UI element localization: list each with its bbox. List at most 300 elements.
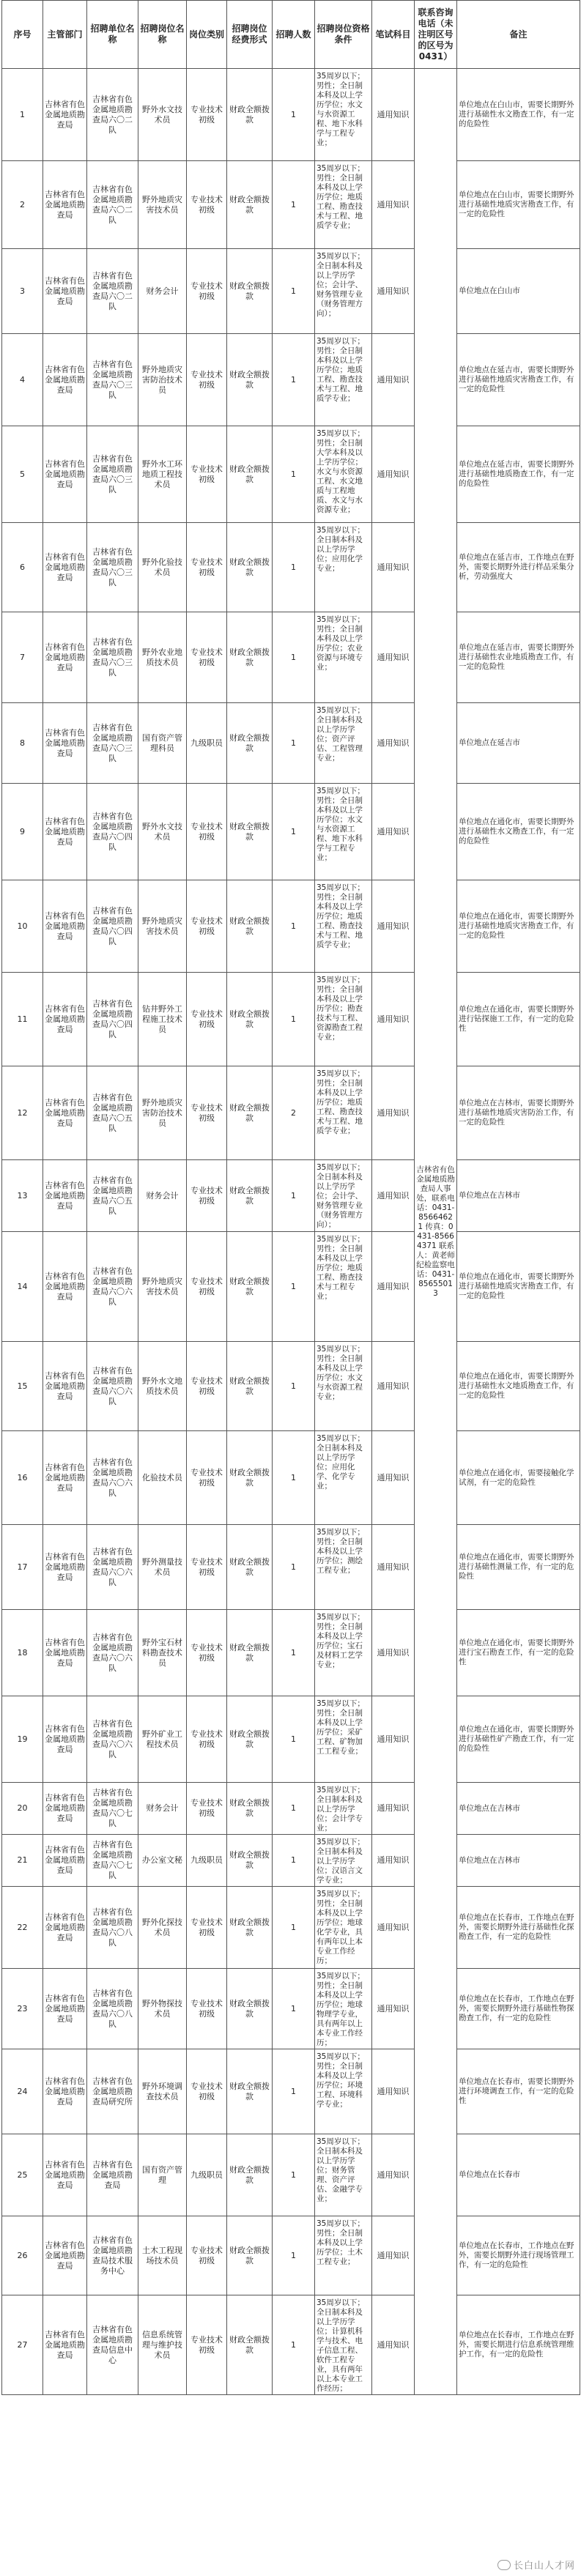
table-row: [2, 2049, 580, 2134]
cell-num: 1: [273, 1783, 315, 1835]
cell-fund: 财政全额拨款: [227, 1232, 273, 1342]
cell-dept: 吉林省有色金属地质勘查局: [43, 2216, 87, 2295]
cell-req: 35周岁以下；全日制本科及以上学历学位；应用化学、化学专业；: [315, 1431, 372, 1525]
cell-unit: 吉林省有色金属地质勘查局六〇八队: [87, 1887, 138, 1969]
cell-no: 2: [2, 161, 43, 249]
cell-dept: 吉林省有色金属地质勘查局: [43, 2049, 87, 2134]
cell-req: 35周岁以下；男性；全日制本科及以上学历学位；宝石及材料工艺学专业；: [315, 1610, 372, 1696]
cell-dept: 吉林省有色金属地质勘查局: [43, 612, 87, 703]
table-row: [2, 1160, 580, 1232]
cell-note: 单位地点在延吉市，需要长期野外进行基础性地质勘查工作，有一定的危险性: [457, 426, 580, 523]
cell-cat: 专业技术初级: [187, 880, 227, 973]
cell-unit: 吉林省有色金属地质勘查局六〇三队: [87, 612, 138, 703]
cell-no: 27: [2, 2295, 43, 2395]
cell-no: 12: [2, 1066, 43, 1160]
table-row: [2, 1232, 580, 1342]
cell-cat: 专业技术初级: [187, 69, 227, 161]
table-row: [2, 973, 580, 1066]
cell-cat: 专业技术初级: [187, 784, 227, 880]
cell-post: 野外水工环地质工程技术员: [138, 426, 187, 523]
cell-exam: 通用知识: [372, 703, 415, 784]
table-row: [2, 161, 580, 249]
cell-num: 1: [273, 2295, 315, 2395]
table-row: [2, 334, 580, 426]
table-row: [2, 1696, 580, 1783]
cell-no: 17: [2, 1525, 43, 1610]
cell-dept: 吉林省有色金属地质勘查局: [43, 1342, 87, 1431]
cell-fund: 财政全额拨款: [227, 69, 273, 161]
table-row: [2, 2134, 580, 2216]
table-row: [2, 1783, 580, 1835]
cell-num: 1: [273, 1525, 315, 1610]
cell-num: 1: [273, 1835, 315, 1887]
cell-post: 野外农业地质技术员: [138, 612, 187, 703]
cell-note: 单位地点在长春市，工作地点在野外，需要长期进行信息系统管理维护工作，有一定的危险性: [457, 2295, 580, 2395]
cell-post: 财务会计: [138, 249, 187, 334]
cell-post: 野外水文技术员: [138, 784, 187, 880]
cell-no: 9: [2, 784, 43, 880]
cell-dept: 吉林省有色金属地质勘查局: [43, 2295, 87, 2395]
cell-req: 35周岁以下；男性；全日制本科及以上学历学位；地球化学专业，具有两年以上本专业工作经历；: [315, 1887, 372, 1969]
cell-fund: 财政全额拨款: [227, 1969, 273, 2049]
cell-unit: 吉林省有色金属地质勘查局六〇五队: [87, 1160, 138, 1232]
cell-unit: 吉林省有色金属地质勘查局技术服务中心: [87, 2216, 138, 2295]
cell-fund: 财政全额拨款: [227, 784, 273, 880]
cell-cat: 专业技术初级: [187, 1232, 227, 1342]
cell-unit: 吉林省有色金属地质勘查局六〇三队: [87, 523, 138, 612]
cell-post: 野外地质灾害防治技术员: [138, 334, 187, 426]
cell-unit: 吉林省有色金属地质勘查局六〇三队: [87, 334, 138, 426]
cell-req: 35周岁以下；全日制本科及以上学历学位；财务管理、资产评估、金融学专业；: [315, 2134, 372, 2216]
cell-no: 21: [2, 1835, 43, 1887]
cell-cat: 专业技术初级: [187, 2049, 227, 2134]
table-row: [2, 784, 580, 880]
cell-req: 35周岁以下；男性；全日制本科及以上学历学位；土木工程专业；: [315, 2216, 372, 2295]
cell-num: 1: [273, 249, 315, 334]
cell-note: 单位地点在白山市，需要长期野外进行基础性水文勘查工作，有一定的危险性: [457, 69, 580, 161]
cell-fund: 财政全额拨款: [227, 1610, 273, 1696]
cell-req: 35周岁以下；男性；全日制本科及以上学历学位；水文与水资源工程、地下水科学与工程专业；: [315, 784, 372, 880]
cell-note: 单位地点在通化市，需要长期野外进行基础性地质灾害勘查工作，有一定的危险性: [457, 1232, 580, 1342]
cell-note: 单位地点在长春市: [457, 2134, 580, 2216]
cell-fund: 财政全额拨款: [227, 334, 273, 426]
cell-num: 1: [273, 1160, 315, 1232]
cell-note: 单位地点在通化市，需要长期野外进行基础性水文勘查工作，有一定的危险性: [457, 784, 580, 880]
cell-note: 单位地点在长春市，需要长期野外进行环境调查工作，有一定的危险性: [457, 2049, 580, 2134]
cell-note: 单位地点在延吉市: [457, 703, 580, 784]
cell-post: 野外化探技术员: [138, 1887, 187, 1969]
cell-req: 35周岁以下；全日制本科及以上学历学位；汉语言文学专业；: [315, 1835, 372, 1887]
table-row: [2, 1525, 580, 1610]
cell-no: 11: [2, 973, 43, 1066]
cell-req: 35周岁以下；全日制本科及以上学历学位；资产评估、工程管理专业；: [315, 703, 372, 784]
cell-post: 野外测量技术员: [138, 1525, 187, 1610]
cell-note: 单位地点在吉林市: [457, 1783, 580, 1835]
cell-unit: 吉林省有色金属地质勘查局六〇八队: [87, 1969, 138, 2049]
cell-post: 办公室文秘: [138, 1835, 187, 1887]
cell-req: 35周岁以下；男性；全日制本科及以上学历学位；水文与水资源工程专业；: [315, 1342, 372, 1431]
cell-req: 35周岁以下；男性；全日制本科及以上学历学位；地质工程、勘查技术与工程专业；: [315, 1232, 372, 1342]
cell-no: 7: [2, 612, 43, 703]
cell-fund: 财政全额拨款: [227, 1783, 273, 1835]
cell-num: 1: [273, 161, 315, 249]
cell-dept: 吉林省有色金属地质勘查局: [43, 1887, 87, 1969]
cell-cat: 专业技术初级: [187, 249, 227, 334]
cell-exam: 通用知识: [372, 2049, 415, 2134]
cell-post: 野外化验技术员: [138, 523, 187, 612]
cell-unit: 吉林省有色金属地质勘查局六〇六队: [87, 1232, 138, 1342]
cell-cat: 专业技术初级: [187, 1342, 227, 1431]
cell-req: 35周岁以下；全日制本科及以上学历学位；应用化学专业；: [315, 523, 372, 612]
cell-dept: 吉林省有色金属地质勘查局: [43, 880, 87, 973]
cell-note: 单位地点在长春市，工作地点在野外，需要长期野外进行基础性化探勘查工作，有一定的危险性: [457, 1887, 580, 1969]
cell-exam: 通用知识: [372, 161, 415, 249]
cell-req: 35周岁以下；男性；全日制本科及以上学历学位；地质工程、勘查技术与工程、地质学专业；: [315, 334, 372, 426]
cell-exam: 通用知识: [372, 2216, 415, 2295]
cell-fund: 财政全额拨款: [227, 2049, 273, 2134]
cell-cat: 专业技术初级: [187, 1525, 227, 1610]
cell-fund: 财政全额拨款: [227, 161, 273, 249]
cell-exam: 通用知识: [372, 612, 415, 703]
header-cell: 招聘人数: [273, 1, 315, 69]
table-row: [2, 1969, 580, 2049]
cell-unit: 吉林省有色金属地质勘查局六〇六队: [87, 1431, 138, 1525]
cell-note: 单位地点在长春市，工作地点在野外，需要长期野外进行现场管理工作，有一定的危险性: [457, 2216, 580, 2295]
cell-cat: 专业技术初级: [187, 1066, 227, 1160]
header-cell: 招聘岗位名称: [138, 1, 187, 69]
table-row: [2, 703, 580, 784]
cell-post: 信息系统管理与维护技术员: [138, 2295, 187, 2395]
cell-no: 19: [2, 1696, 43, 1783]
cell-exam: 通用知识: [372, 973, 415, 1066]
cell-exam: 通用知识: [372, 1066, 415, 1160]
cell-unit: 吉林省有色金属地质勘查局六〇六队: [87, 1696, 138, 1783]
cell-req: 35周岁以下；全日制本科及以上学历学位；会计学专业；: [315, 1783, 372, 1835]
cell-num: 1: [273, 1696, 315, 1783]
cell-no: 4: [2, 334, 43, 426]
cell-unit: 吉林省有色金属地质勘查局六〇六队: [87, 1525, 138, 1610]
cell-dept: 吉林省有色金属地质勘查局: [43, 784, 87, 880]
table-body: [2, 69, 580, 2395]
cell-dept: 吉林省有色金属地质勘查局: [43, 1783, 87, 1835]
cell-no: 14: [2, 1232, 43, 1342]
cell-exam: 通用知识: [372, 1696, 415, 1783]
header-cell: 备注: [457, 1, 580, 69]
cell-exam: 通用知识: [372, 1431, 415, 1525]
cell-num: 2: [273, 1066, 315, 1160]
cell-dept: 吉林省有色金属地质勘查局: [43, 69, 87, 161]
cell-post: 钻井野外工程施工技术员: [138, 973, 187, 1066]
cell-exam: 通用知识: [372, 1525, 415, 1610]
cell-post: 财务会计: [138, 1783, 187, 1835]
cell-req: 35周岁以下；男性；全日制本科及以上学历学位；水文与水资源工程、地下水科学与工程专业；: [315, 69, 372, 161]
header-cell: 岗位类别: [187, 1, 227, 69]
cell-fund: 财政全额拨款: [227, 973, 273, 1066]
cell-fund: 财政全额拨款: [227, 1342, 273, 1431]
cell-note: 单位地点在通化市，需要长期野外进行基础性地质灾害勘查工作，有一定的危险性: [457, 880, 580, 973]
cell-cat: 专业技术初级: [187, 1783, 227, 1835]
cell-unit: 吉林省有色金属地质勘查局六〇三队: [87, 703, 138, 784]
cell-exam: 通用知识: [372, 249, 415, 334]
cell-dept: 吉林省有色金属地质勘查局: [43, 1835, 87, 1887]
cell-unit: 吉林省有色金属地质勘查局六〇三队: [87, 426, 138, 523]
cell-post: 野外矿业工程技术员: [138, 1696, 187, 1783]
cell-note: 单位地点在延吉市，需要长期野外进行基础性地质灾害勘查工作，有一定的危险性: [457, 334, 580, 426]
cell-dept: 吉林省有色金属地质勘查局: [43, 1525, 87, 1610]
cell-num: 1: [273, 523, 315, 612]
cell-dept: 吉林省有色金属地质勘查局: [43, 1160, 87, 1232]
cell-cat: 专业技术初级: [187, 1887, 227, 1969]
cell-num: 1: [273, 612, 315, 703]
cell-no: 8: [2, 703, 43, 784]
cell-note: 单位地点在长春市，工作地点在野外，需要长期野外进行基础性物探勘查工作，有一定的危险性: [457, 1969, 580, 2049]
watermark-text: 长白山人才网: [513, 2561, 575, 2572]
cell-dept: 吉林省有色金属地质勘查局: [43, 1969, 87, 2049]
cell-exam: 通用知识: [372, 1160, 415, 1232]
cell-num: 1: [273, 2134, 315, 2216]
cell-dept: 吉林省有色金属地质勘查局: [43, 1431, 87, 1525]
table-row: [2, 2216, 580, 2295]
cell-no: 10: [2, 880, 43, 973]
cell-note: 单位地点在白山市: [457, 249, 580, 334]
cell-req: 35周岁以下；全日制本科及以上学历学位；会计学、财务管理专业（财务管理方向）；: [315, 1160, 372, 1232]
cell-post: 野外地质灾害防治技术员: [138, 1066, 187, 1160]
cell-exam: 通用知识: [372, 1887, 415, 1969]
cell-req: 35周岁以下；男性；全日制本科及以上学历学位；地质工程、勘查技术与工程、地质学专业；: [315, 1066, 372, 1160]
header-row: [2, 1, 580, 69]
cell-note: 单位地点在白山市，需要长期野外进行基础性地质灾害勘查工作，有一定的危险性: [457, 161, 580, 249]
table-row: [2, 1835, 580, 1887]
cell-dept: 吉林省有色金属地质勘查局: [43, 2134, 87, 2216]
cell-fund: 财政全额拨款: [227, 1066, 273, 1160]
cell-note: 单位地点在通化市，需要长期野外进行基础性矿产勘查工作，有一定的危险性: [457, 1696, 580, 1783]
cell-no: 1: [2, 69, 43, 161]
cell-req: 35周岁以下；男性；全日制本科及以上学历学位；地质工程、勘查技术与工程、地质学专业；: [315, 880, 372, 973]
cell-cat: 专业技术初级: [187, 612, 227, 703]
cell-unit: 吉林省有色金属地质勘查局研究所: [87, 2049, 138, 2134]
cell-num: 1: [273, 1232, 315, 1342]
header-cell: 招聘岗位经费形式: [227, 1, 273, 69]
cell-fund: 财政全额拨款: [227, 2295, 273, 2395]
cell-exam: 通用知识: [372, 69, 415, 161]
cell-dept: 吉林省有色金属地质勘查局: [43, 334, 87, 426]
cell-no: 5: [2, 426, 43, 523]
cell-dept: 吉林省有色金属地质勘查局: [43, 973, 87, 1066]
cell-req: 35周岁以下；男性；全日制本科及以上学历学位；采矿工程、矿物加工工程专业；: [315, 1696, 372, 1783]
cell-post: 野外地质灾害技术员: [138, 1232, 187, 1342]
cell-note: 单位地点在延吉市，需要长期野外进行基础性农业地质勘查工作，有一定的危险性: [457, 612, 580, 703]
table-row: [2, 1342, 580, 1431]
cell-cat: 专业技术初级: [187, 426, 227, 523]
cell-dept: 吉林省有色金属地质勘查局: [43, 1696, 87, 1783]
cell-dept: 吉林省有色金属地质勘查局: [43, 1232, 87, 1342]
cell-dept: 吉林省有色金属地质勘查局: [43, 523, 87, 612]
cell-req: 35周岁以下；男性；全日制本科及以上学历学位；勘查技术与工程、资源勘查工程专业；: [315, 973, 372, 1066]
cell-cat: 专业技术初级: [187, 1431, 227, 1525]
table-row: [2, 69, 580, 161]
cell-fund: 财政全额拨款: [227, 523, 273, 612]
cell-num: 1: [273, 1969, 315, 2049]
header-cell: 招聘岗位资格条件: [315, 1, 372, 69]
cell-num: 1: [273, 334, 315, 426]
cell-cat: 九级职员: [187, 1835, 227, 1887]
cell-req: 35周岁以下；男性；全日制本科及以上学历学位；农业资源与环境专业；: [315, 612, 372, 703]
cell-note: 单位地点在吉林市: [457, 1835, 580, 1887]
cell-dept: 吉林省有色金属地质勘查局: [43, 426, 87, 523]
cell-post: 野外地质灾害技术员: [138, 880, 187, 973]
cell-num: 1: [273, 973, 315, 1066]
table-row: [2, 1431, 580, 1525]
cell-note: 单位地点在吉林市，需要长期野外进行基础性地质灾害防治工作，有一定的危险性: [457, 1066, 580, 1160]
cell-exam: 通用知识: [372, 784, 415, 880]
cell-cat: 专业技术初级: [187, 1696, 227, 1783]
cell-req: 35周岁以下；男性；全日制大学本科及以上学历学位；水文与水资源工程、水文地质与工程地质、水文与水资源专业；: [315, 426, 372, 523]
table-row: [2, 612, 580, 703]
cell-unit: 吉林省有色金属地质勘查局六〇六队: [87, 1610, 138, 1696]
cell-post: 财务会计: [138, 1160, 187, 1232]
header-cell: 主管部门: [43, 1, 87, 69]
cell-exam: 通用知识: [372, 1610, 415, 1696]
cell-no: 20: [2, 1783, 43, 1835]
cell-cat: 专业技术初级: [187, 334, 227, 426]
cell-exam: 通用知识: [372, 1969, 415, 2049]
cell-post: 化验技术员: [138, 1431, 187, 1525]
cell-no: 13: [2, 1160, 43, 1232]
cell-unit: 吉林省有色金属地质勘查局: [87, 2134, 138, 2216]
cell-note: 单位地点在通化市，需要长期野外进行基础性测量工作，有一定的危险性: [457, 1525, 580, 1610]
cell-post: 野外物探技术员: [138, 1969, 187, 2049]
cell-cat: 专业技术初级: [187, 1969, 227, 2049]
cell-dept: 吉林省有色金属地质勘查局: [43, 249, 87, 334]
cell-fund: 财政全额拨款: [227, 1696, 273, 1783]
table-row: [2, 1066, 580, 1160]
cell-no: 23: [2, 1969, 43, 2049]
cell-fund: 财政全额拨款: [227, 1835, 273, 1887]
cell-unit: 吉林省有色金属地质勘查局六〇五队: [87, 1066, 138, 1160]
cell-note: 单位地点在吉林市: [457, 1160, 580, 1232]
cell-no: 18: [2, 1610, 43, 1696]
cell-req: 35周岁以下；男性；全日制本科及以上学历学位；地质工程、勘查技术与工程、地质学专业；: [315, 161, 372, 249]
cell-unit: 吉林省有色金属地质勘查局六〇六队: [87, 1342, 138, 1431]
cell-post: 野外地质灾害技术员: [138, 161, 187, 249]
cell-dept: 吉林省有色金属地质勘查局: [43, 703, 87, 784]
cell-post: 国有资产管理: [138, 2134, 187, 2216]
cell-exam: 通用知识: [372, 334, 415, 426]
cell-num: 1: [273, 2049, 315, 2134]
header-cell: 联系咨询电话（未注明区号的区号为0431）: [415, 1, 457, 69]
cell-unit: 吉林省有色金属地质勘查局六〇四队: [87, 973, 138, 1066]
cell-cat: 专业技术初级: [187, 161, 227, 249]
cell-unit: 吉林省有色金属地质勘查局六〇七队: [87, 1783, 138, 1835]
cell-req: 35周岁以下；男性；全日制本科及以上学历学位；地球物理学专业，具有两年以上本专业工作经历；: [315, 1969, 372, 2049]
cell-num: 1: [273, 880, 315, 973]
cell-cat: 专业技术初级: [187, 1160, 227, 1232]
cell-num: 1: [273, 69, 315, 161]
cell-unit: 吉林省有色金属地质勘查局信息中心: [87, 2295, 138, 2395]
cell-dept: 吉林省有色金属地质勘查局: [43, 1066, 87, 1160]
cell-no: 3: [2, 249, 43, 334]
recruitment-table: [1, 0, 580, 2395]
cell-no: 16: [2, 1431, 43, 1525]
cell-fund: 财政全额拨款: [227, 703, 273, 784]
cell-cat: 专业技术初级: [187, 973, 227, 1066]
table-row: [2, 1887, 580, 1969]
cell-cat: 九级职员: [187, 703, 227, 784]
table-row: [2, 426, 580, 523]
cell-no: 25: [2, 2134, 43, 2216]
cell-no: 26: [2, 2216, 43, 2295]
table-row: [2, 523, 580, 612]
cell-post: 野外环境调查技术员: [138, 2049, 187, 2134]
header-cell: 招聘单位名称: [87, 1, 138, 69]
cell-num: 1: [273, 2216, 315, 2295]
cell-post: 野外宝石材料勘查技术员: [138, 1610, 187, 1696]
table-row: [2, 2295, 580, 2395]
cell-cat: 专业技术初级: [187, 523, 227, 612]
cell-exam: 通用知识: [372, 880, 415, 973]
cell-no: 24: [2, 2049, 43, 2134]
cell-num: 1: [273, 426, 315, 523]
cell-post: 国有资产管理科员: [138, 703, 187, 784]
cell-exam: 通用知识: [372, 1835, 415, 1887]
cell-exam: 通用知识: [372, 1232, 415, 1342]
cell-note: 单位地点在通化市，需要接触化学试剂，有一定的危险性: [457, 1431, 580, 1525]
cell-note: 单位地点在通化市，需要长期野外进行宝石勘查工作，有一定的危险性: [457, 1610, 580, 1696]
cell-num: 1: [273, 1342, 315, 1431]
cell-cat: 九级职员: [187, 2134, 227, 2216]
cell-exam: 通用知识: [372, 1783, 415, 1835]
cell-exam: 通用知识: [372, 523, 415, 612]
cell-exam: 通用知识: [372, 2295, 415, 2395]
cell-cat: 专业技术初级: [187, 1610, 227, 1696]
cell-no: 6: [2, 523, 43, 612]
cell-num: 1: [273, 1431, 315, 1525]
cell-unit: 吉林省有色金属地质勘查局六〇二队: [87, 161, 138, 249]
watermark: [497, 2558, 575, 2572]
cell-fund: 财政全额拨款: [227, 1431, 273, 1525]
header-cell: 笔试科目: [372, 1, 415, 69]
cell-post: 野外水文地质技术员: [138, 1342, 187, 1431]
cell-req: 35周岁以下；男性；全日制本科及以上学历学位；测绘工程专业；: [315, 1525, 372, 1610]
cell-num: 1: [273, 1610, 315, 1696]
cell-note: 单位地点在通化市，需要长期野外进行基础性水文地质勘查工作，有一定的危险性: [457, 1342, 580, 1431]
cell-no: 22: [2, 1887, 43, 1969]
cell-num: 1: [273, 703, 315, 784]
header-cell: 序号: [2, 1, 43, 69]
cell-fund: 财政全额拨款: [227, 249, 273, 334]
cell-post: 野外水文技术员: [138, 69, 187, 161]
cell-note: 单位地点在延吉市，工作地点在野外，需要长期野外进行样品采集分析，劳动强度大: [457, 523, 580, 612]
table-row: [2, 249, 580, 334]
cell-fund: 财政全额拨款: [227, 2134, 273, 2216]
cell-fund: 财政全额拨款: [227, 1887, 273, 1969]
cell-num: 1: [273, 784, 315, 880]
cell-dept: 吉林省有色金属地质勘查局: [43, 1610, 87, 1696]
cell-post: 土木工程现场技术员: [138, 2216, 187, 2295]
cell-unit: 吉林省有色金属地质勘查局六〇二队: [87, 249, 138, 334]
cell-unit: 吉林省有色金属地质勘查局六〇七队: [87, 1835, 138, 1887]
cell-phone: 吉林省有色金属地质勘查局人事处，联系电话：0431-85664621 传真：0431-85664371 联系人：黄老师 纪检监察电话：0431-85655013: [415, 69, 457, 2395]
cell-cat: 专业技术初级: [187, 2216, 227, 2295]
cell-cat: 专业技术初级: [187, 2295, 227, 2395]
cell-fund: 财政全额拨款: [227, 426, 273, 523]
cell-note: 单位地点在通化市，需要长期野外进行钻探施工工作，有一定的危险性: [457, 973, 580, 1066]
cell-exam: 通用知识: [372, 2134, 415, 2216]
cell-req: 35周岁以下；男性；全日制本科及以上学历学位；环境工程、环境科学专业；: [315, 2049, 372, 2134]
cell-no: 15: [2, 1342, 43, 1431]
cell-req: 35周岁以下；全日制本科及以上学历学位；会计学、财务管理专业（财务管理方向）；: [315, 249, 372, 334]
cell-unit: 吉林省有色金属地质勘查局六〇二队: [87, 69, 138, 161]
